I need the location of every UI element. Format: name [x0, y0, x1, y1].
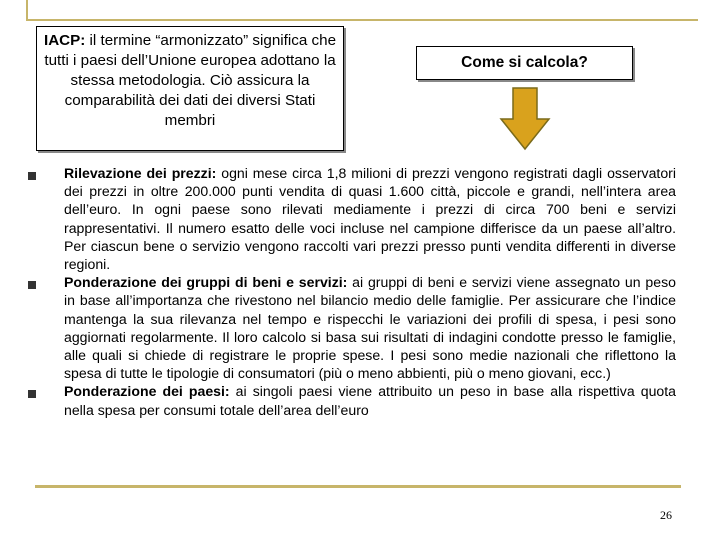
bottom-rule — [35, 485, 681, 488]
definition-term: IACP: — [43, 32, 86, 49]
question-box — [416, 46, 633, 80]
bullet-list — [64, 164, 676, 419]
bullet-label: Rilevazione dei prezzi: — [64, 165, 217, 181]
bullet-item-rilevazione — [64, 164, 676, 273]
bullet-text: ogni mese circa 1,8 milioni di prezzi vengono registrati dagli osservatori dei prezzi in oltre 200.000 punti vendita di quasi 1.600 città, piccole e grandi, nell’intera area dell’euro. In ogni paese sono rilevati mediamente i prezzi di circa 700 beni e servizi rappresentativi. Il numero esatto delle voci incluse nel campione differisce da un paese all’altro. Per ciascun bene o servizio vengono raccolti vari prezzi presso punti vendita differenti in diverse regioni. — [64, 165, 676, 273]
bullet-marker-icon — [28, 172, 36, 180]
bullet-text: ai singoli paesi viene attribuito un peso in base alla rispettiva quota nella spesa per consumi totale dell’area dell’euro — [64, 383, 676, 418]
bullet-text: ai gruppi di beni e servizi viene assegnato un peso in base all’importanza che rivestono nel bilancio medio delle famiglie. Per assicurare che l’indice mantenga la sua rilevanza nel tempo e rispecchi le variazioni dei profili di spesa, i pesi sono aggiornati regolarmente. Il loro calcolo si basa sui risultati di indagini condotte presso le famiglie, alle quali si chiede di registrare le proprie spese. I pesi sono medie nazionali che riflettono la spesa di tutte le tipologie di consumatori (più o meno abbienti, più o meno giovani, ecc.) — [64, 274, 676, 382]
definition-text: il termine “armonizzato” significa che tutti i paesi dell’Unione europea adottano la stessa metodologia. Ciò assicura la comparabilità dei dati dei diversi Stati membri — [44, 32, 337, 129]
bullet-item-ponderazione-paesi — [64, 382, 676, 418]
bullet-label: Ponderazione dei paesi: — [64, 383, 230, 400]
down-arrow-icon — [499, 87, 551, 151]
question-text: Come si calcola? — [461, 54, 588, 71]
definition-box — [36, 26, 344, 151]
top-vertical-rule — [26, 0, 28, 21]
bullet-label: Ponderazione dei gruppi di beni e servizi: — [64, 274, 348, 291]
bullet-marker-icon — [28, 390, 36, 398]
bullet-item-ponderazione-gruppi — [64, 273, 676, 382]
bullet-marker-icon — [28, 281, 36, 289]
top-rule — [26, 19, 698, 21]
page-number: 26 — [660, 508, 672, 522]
